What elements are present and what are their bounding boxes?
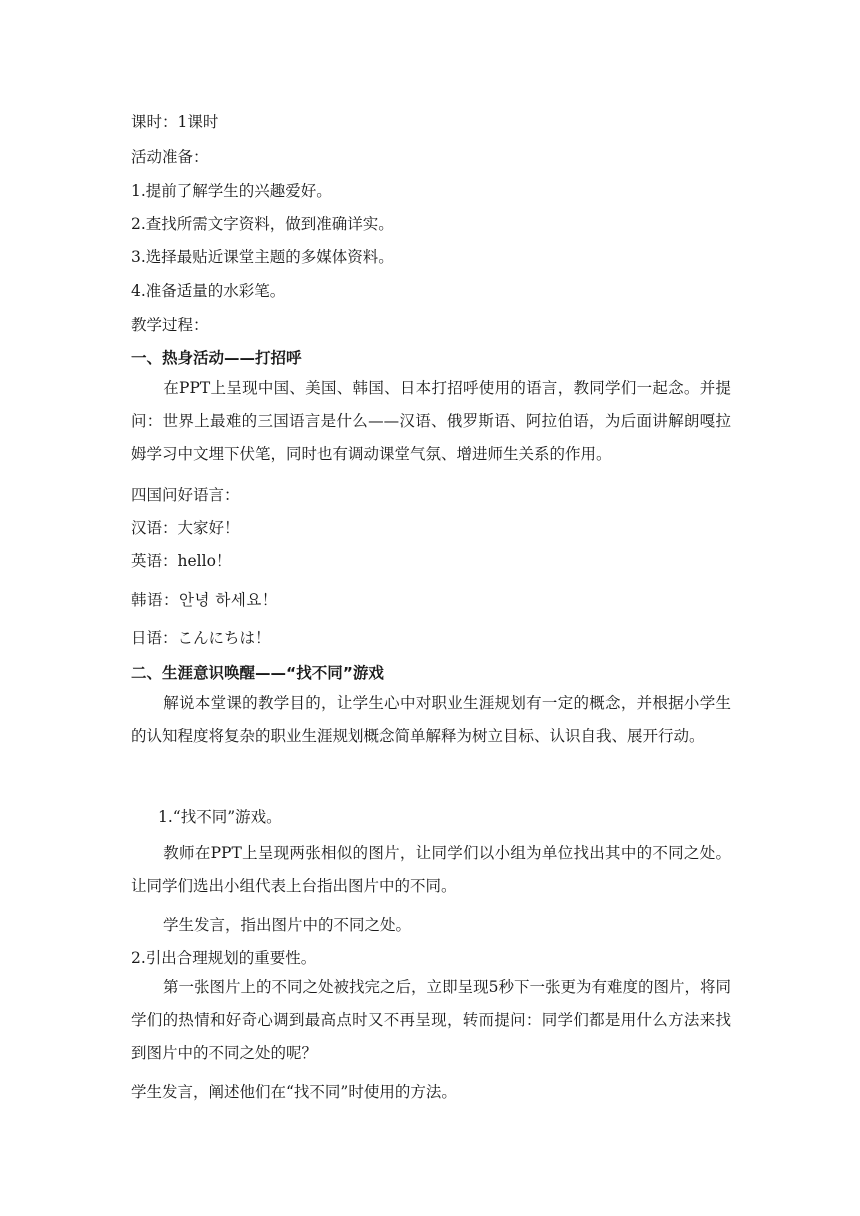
greeting-korean: 韩语：안녕 하세요！ bbox=[131, 591, 278, 609]
prep-item-3: 3.选择最贴近课堂主题的多媒体资料。 bbox=[131, 248, 394, 266]
prep-item-2: 2.查找所需文字资料，做到准确详实。 bbox=[131, 215, 394, 233]
student-speak-1: 学生发言，指出图片中的不同之处。 bbox=[163, 916, 412, 934]
greeting-japanese: 日语：こんにちは！ bbox=[131, 629, 271, 647]
greeting-chinese: 汉语：大家好！ bbox=[131, 519, 240, 537]
greeting-english: 英语：hello！ bbox=[131, 552, 232, 570]
paragraph-purpose-text: 解说本堂课的教学目的，让学生心中对职业生涯规划有一定的概念，并根据小学生的认知程度将复杂的职业生涯规划概念简单解释为树立目标、认识自我、展开行动。 bbox=[131, 694, 731, 745]
game-item-2: 2.引出合理规划的重要性。 bbox=[131, 949, 317, 967]
game-item-1: 1.“找不同”游戏。 bbox=[158, 808, 282, 826]
greetings-heading: 四国问好语言： bbox=[131, 486, 240, 504]
paragraph-teacher-text: 教师在PPT上呈现两张相似的图片，让同学们以小组为单位找出其中的不同之处。让同学们选出小组代表上台指出图片中的不同。 bbox=[131, 844, 731, 895]
prep-heading: 活动准备： bbox=[131, 148, 209, 166]
section-heading-1: 一、热身活动——打招呼 bbox=[131, 349, 302, 367]
paragraph-second-image bbox=[131, 971, 731, 1070]
paragraph-second-image-text: 第一张图片上的不同之处被找完之后，立即呈现5秒下一张更为有难度的图片，将同学们的热情和好奇心调到最高点时又不再呈现，转而提问：同学们都是用什么方法来找到图片中的不同之处的呢？ bbox=[131, 978, 731, 1062]
paragraph-purpose bbox=[131, 687, 731, 753]
paragraph-teacher bbox=[131, 837, 731, 903]
process-heading: 教学过程： bbox=[131, 316, 209, 334]
paragraph-warmup bbox=[131, 372, 731, 471]
section-heading-2: 二、生涯意识唤醒——“找不同”游戏 bbox=[131, 664, 384, 682]
prep-item-1: 1.提前了解学生的兴趣爱好。 bbox=[131, 182, 332, 200]
student-speak-2: 学生发言，阐述他们在“找不同”时使用的方法。 bbox=[131, 1083, 457, 1101]
prep-item-4: 4.准备适量的水彩笔。 bbox=[131, 282, 286, 300]
paragraph-warmup-text: 在PPT上呈现中国、美国、韩国、日本打招呼使用的语言，教同学们一起念。并提问：世界上最难的三国语言是什么——汉语、俄罗斯语、阿拉伯语，为后面讲解朗嘎拉姆学习中文埋下伏笔，同时也有调动课堂气氛、增进师生关系的作用。 bbox=[131, 379, 731, 463]
class-hours: 课时：1课时 bbox=[131, 113, 219, 131]
